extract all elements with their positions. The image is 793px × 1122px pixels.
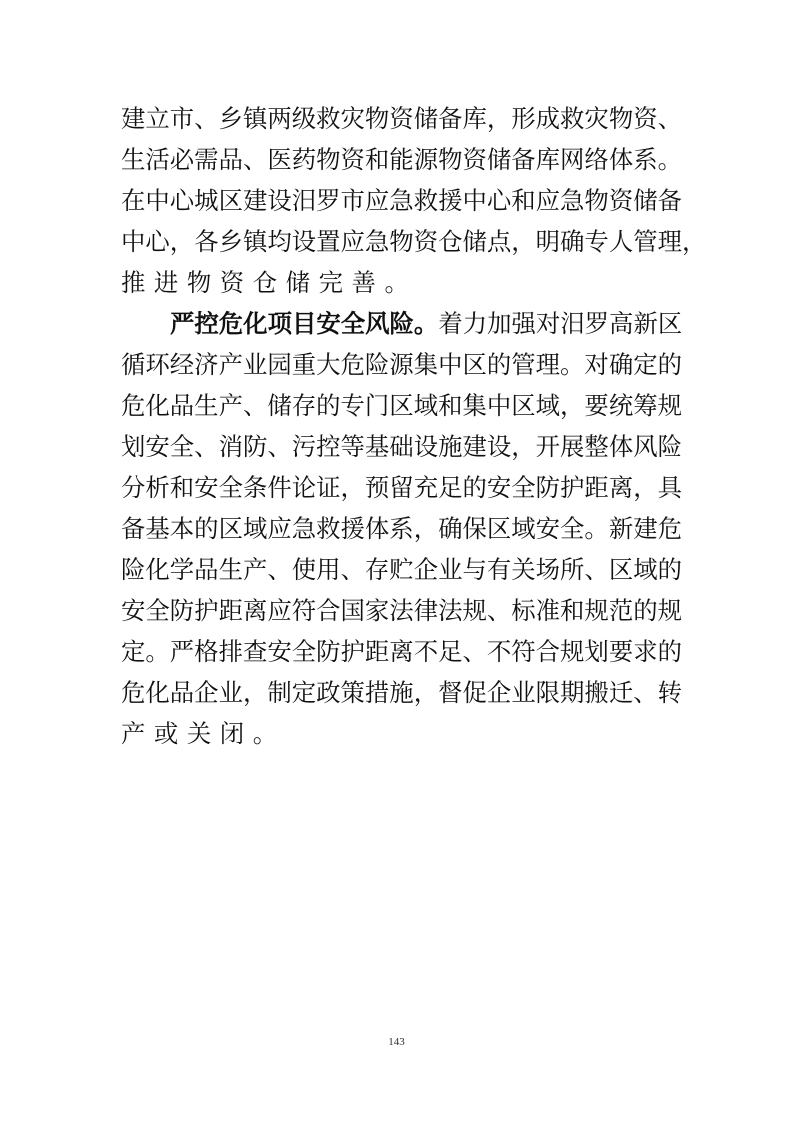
page-number: 143 xyxy=(388,1036,405,1048)
text-line: 险化学品生产、使用、存贮企业与有关场所、区域的 xyxy=(121,555,682,584)
text-line: 危化品生产、储存的专门区域和集中区域，要统筹规 xyxy=(121,391,682,420)
heading-line-text: 着力加强对汨罗高新区 xyxy=(438,309,683,338)
text-line: 危化品企业，制定政策措施，督促企业限期搬迁、转 xyxy=(121,678,682,707)
text-line: 推进物资仓储完善。 xyxy=(121,268,418,297)
paragraph-hazardous-chemicals xyxy=(121,303,683,754)
text-line: 备基本的区域应急救援体系，确保区域安全。新建危 xyxy=(121,514,682,543)
paragraph-storage xyxy=(121,98,707,303)
text-line: 中心，各乡镇均设置应急物资仓储点，明确专人管理， xyxy=(121,227,707,256)
text-line: 在中心城区建设汨罗市应急救援中心和应急物资储备 xyxy=(121,186,682,215)
text-line: 定。严格排查安全防护距离不足、不符合规划要求的 xyxy=(121,637,682,666)
text-line: 生活必需品、医药物资和能源物资储备库网络体系。 xyxy=(121,145,682,174)
text-line: 划安全、消防、污控等基础设施建设，开展整体风险 xyxy=(121,432,682,461)
paragraph-heading: 严控危化项目安全风险。 xyxy=(170,309,439,338)
text-line xyxy=(121,303,683,344)
text-line: 分析和安全条件论证，预留充足的安全防护距离，具 xyxy=(121,473,682,502)
text-line: 建立市、乡镇两级救灾物资储备库，形成救灾物资、 xyxy=(121,104,682,133)
text-line: 安全防护距离应符合国家法律法规、标准和规范的规 xyxy=(121,596,682,625)
text-line: 产或关闭。 xyxy=(121,719,286,748)
page-body xyxy=(121,98,707,754)
text-line: 循环经济产业园重大危险源集中区的管理。对确定的 xyxy=(121,350,682,379)
